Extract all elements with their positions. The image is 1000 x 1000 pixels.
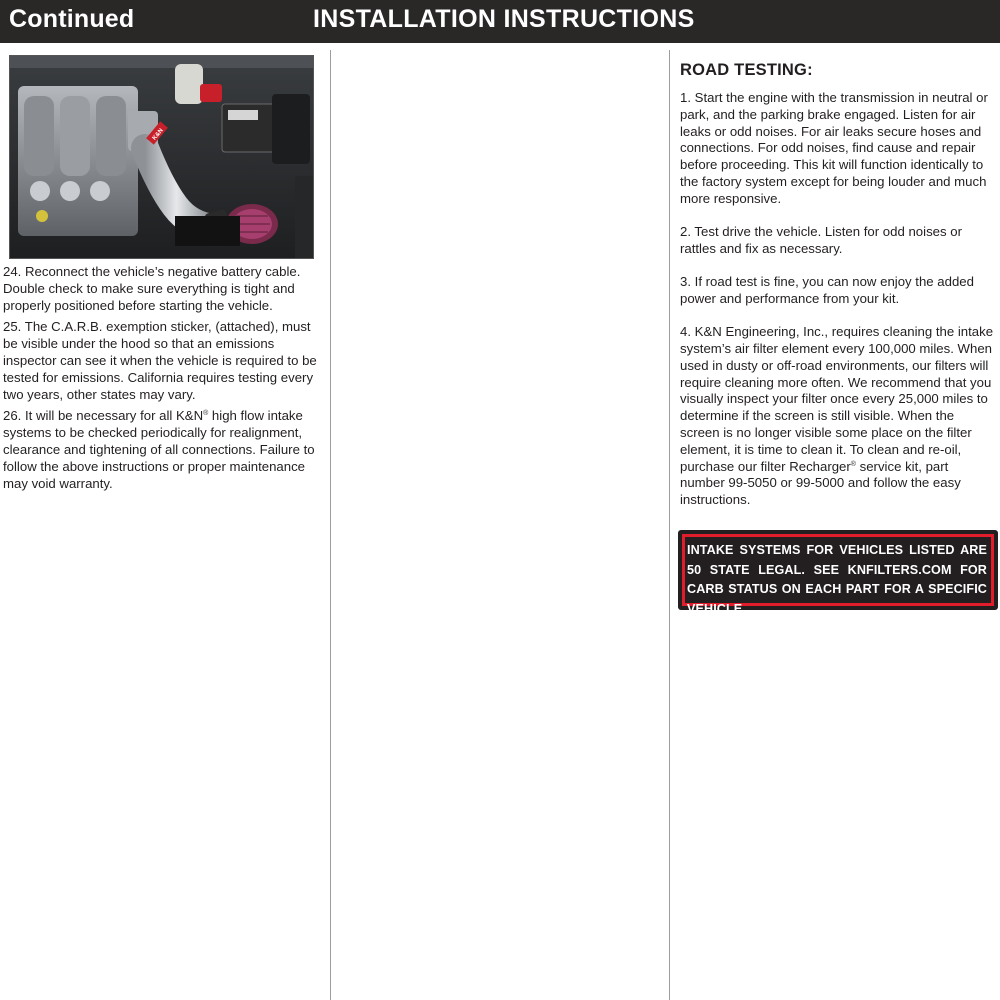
step-25: 25. The C.A.R.B. exemption sticker, (attached), must be visible under the hood so that an emissions inspector can see it when the vehicle is required to be tested for emissions. California requires testing every two years, other states may vary. bbox=[3, 319, 317, 402]
registered-mark: ® bbox=[203, 410, 209, 418]
intake-manifold bbox=[18, 86, 138, 236]
road-testing-step-1: 1. Start the engine with the transmission in neutral or park, and the parking brake engaged. Listen for air leaks or odd noises. For air leaks secure hoses and connections. For odd noises, find cause and repair before proceeding. This kit will function identically to the factory system except for being louder and much more responsive. bbox=[680, 90, 988, 206]
filter-logo-text: K&N bbox=[151, 127, 165, 142]
road-testing-step-4 bbox=[680, 324, 996, 509]
page-header bbox=[0, 0, 1000, 43]
road-testing-title: ROAD TESTING: bbox=[680, 61, 813, 79]
registered-mark: ® bbox=[850, 460, 856, 468]
page-title: INSTALLATION INSTRUCTIONS bbox=[313, 5, 695, 33]
road-testing-step-3: 3. If road test is fine, you can now enjoy the added power and performance from your kit. bbox=[680, 274, 974, 306]
legal-notice-text: INTAKE SYSTEMS FOR VEHICLES LISTED ARE 50 STATE LEGAL. SEE KNFILTERS.COM FOR CARB STATUS ON EACH PART FOR A SPECIFIC VEHICLE. bbox=[687, 543, 987, 616]
left-column bbox=[3, 55, 325, 492]
road-testing-step-2: 2. Test drive the vehicle. Listen for odd noises or rattles and fix as necessary. bbox=[680, 224, 962, 256]
step-24: 24. Reconnect the vehicle’s negative battery cable. Double check to make sure everything is tight and properly positioned before starting the vehicle. bbox=[3, 264, 301, 313]
step-26-text-a: 26. It will be necessary for all K&N bbox=[3, 408, 204, 424]
step-26 bbox=[3, 408, 325, 492]
column-divider-left bbox=[330, 50, 331, 1000]
step-26-text-b: high flow intake systems to be checked periodically for realignment, clearance and tightening of all connections. Failure to follow the above instructions or proper maintenance may void warranty. bbox=[3, 408, 315, 491]
continued-label: Continued bbox=[9, 5, 135, 33]
column-divider-right bbox=[669, 50, 670, 1000]
right-column bbox=[680, 61, 996, 526]
road-testing-step-4-text-b: service kit, part number 99-5050 or 99-5000 and follow the easy instructions. bbox=[680, 458, 961, 508]
carb-legal-notice bbox=[678, 530, 998, 616]
engine-bay-photo bbox=[9, 55, 314, 259]
road-testing-step-4-text-a: 4. K&N Engineering, Inc., requires cleaning the intake system’s air filter element every 100,000 miles. When used in dusty or off-road environments, our filters will require cleaning more often. We recommend that you visually inspect your filter once every 25,000 miles to determine if the screen is still visible. When the screen is no longer visible some place on the filter element, it is time to clean it. To clean and re-oil, purchase our filter Recharger bbox=[680, 324, 994, 474]
